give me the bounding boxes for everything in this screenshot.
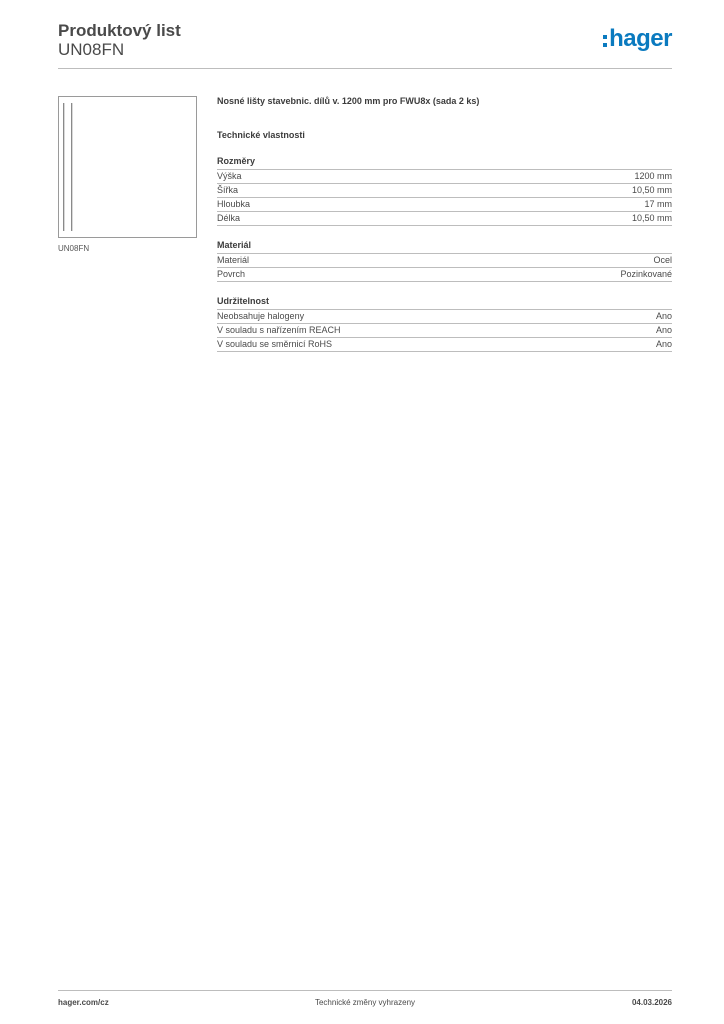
footer-date: 04.03.2026 xyxy=(631,998,672,1007)
spec-value: Ano xyxy=(655,311,672,321)
spec-row xyxy=(217,170,672,184)
spec-label: Šířka xyxy=(217,185,239,195)
logo-text: hager xyxy=(609,25,672,52)
spec-label: Výška xyxy=(217,171,242,181)
rail-image-2 xyxy=(71,103,73,231)
spec-label: V souladu se směrnicí RoHS xyxy=(217,339,333,349)
group-title: Rozměry xyxy=(217,156,672,170)
spec-label: V souladu s nařízením REACH xyxy=(217,325,341,335)
footer-website-link[interactable]: hager.com/cz xyxy=(58,998,109,1007)
document-title: Produktový list xyxy=(58,21,181,40)
spec-row xyxy=(217,338,672,352)
spec-value: Ano xyxy=(655,339,672,349)
technical-properties-title: Technické vlastnosti xyxy=(217,130,305,140)
group-sustainability xyxy=(217,296,672,352)
spec-value: 1200 mm xyxy=(634,171,672,181)
image-caption: UN08FN xyxy=(58,244,90,253)
spec-label: Hloubka xyxy=(217,199,251,209)
spec-row xyxy=(217,268,672,282)
footer-note: Technické změny vyhrazeny xyxy=(314,998,416,1007)
spec-row xyxy=(217,324,672,338)
logo-mark-icon xyxy=(603,35,607,47)
spec-value: 17 mm xyxy=(644,199,672,209)
spec-label: Materiál xyxy=(217,255,250,265)
spec-row xyxy=(217,212,672,226)
group-dimensions xyxy=(217,156,672,226)
spec-value: 10,50 mm xyxy=(631,185,672,195)
product-content xyxy=(217,96,672,352)
spec-row xyxy=(217,254,672,268)
spec-row xyxy=(217,310,672,324)
footer-divider xyxy=(58,990,672,991)
group-material xyxy=(217,240,672,282)
spec-label: Neobsahuje halogeny xyxy=(217,311,305,321)
page-header xyxy=(58,20,672,69)
group-title: Udržitelnost xyxy=(217,296,672,310)
product-description: Nosné lišty stavebnic. dílů v. 1200 mm pro FWU8x (sada 2 ks) xyxy=(217,96,480,106)
spec-value: 10,50 mm xyxy=(631,213,672,223)
hager-logo xyxy=(603,24,672,54)
spec-row xyxy=(217,184,672,198)
rail-image-1 xyxy=(63,103,65,231)
spec-label: Povrch xyxy=(217,269,246,279)
spec-label: Délka xyxy=(217,213,241,223)
product-code: UN08FN xyxy=(58,40,125,59)
spec-value: Pozinkované xyxy=(620,269,672,279)
spec-value: Ano xyxy=(655,325,672,335)
spec-row xyxy=(217,198,672,212)
spec-value: Ocel xyxy=(653,255,672,265)
product-image xyxy=(58,96,197,238)
group-title: Materiál xyxy=(217,240,672,254)
